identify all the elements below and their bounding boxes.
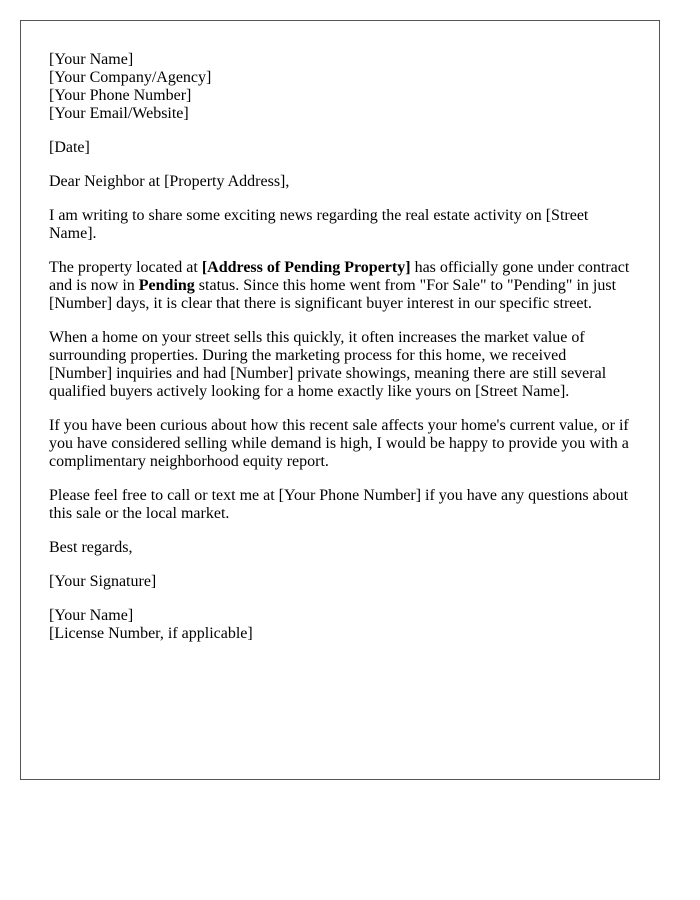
salutation: Dear Neighbor at [Property Address], [49,173,290,190]
date: [Date] [49,139,90,156]
footer-block [49,607,631,643]
sender-name: [Your Name] [49,51,134,68]
signature: [Your Signature] [49,573,157,590]
sender-company: [Your Company/Agency] [49,69,212,86]
text: status. Since this home went from "For Sale" to "Pending" in just [Number] days, it is clear that there is significant buyer interest in our specific street. [49,277,617,312]
paragraph-contact: Please feel free to call or text me at [Your Phone Number] if you have any questions about this sale or the local market. [49,487,629,522]
sender-email: [Your Email/Website] [49,105,189,122]
text: The property located at [49,259,202,276]
property-address: [Address of Pending Property] [201,259,411,276]
pending-status: Pending [138,277,195,294]
sender-block [49,51,631,123]
paragraph-pending [49,259,631,313]
sender-phone: [Your Phone Number] [49,87,192,104]
footer-name: [Your Name] [49,607,134,624]
footer-license: [License Number, if applicable] [49,625,253,642]
paragraph-market: When a home on your street sells this quickly, it often increases the market value of surrounding properties. During the marketing process for this home, we received [Number] inquiries and had [Number] private showings, meaning there are still several qualified buyers actively looking for a home exactly like yours on [Street Name]. [49,329,607,400]
text: has officially gone under contract and is now in [49,259,630,294]
paragraph-intro: I am writing to share some exciting news regarding the real estate activity on [Street Name]. [49,207,589,242]
closing: Best regards, [49,539,133,556]
letter-page [20,20,660,780]
paragraph-offer: If you have been curious about how this recent sale affects your home's current value, or if you have considered selling while demand is high, I would be happy to provide you with a complimentary neighborhood equity report. [49,417,629,470]
